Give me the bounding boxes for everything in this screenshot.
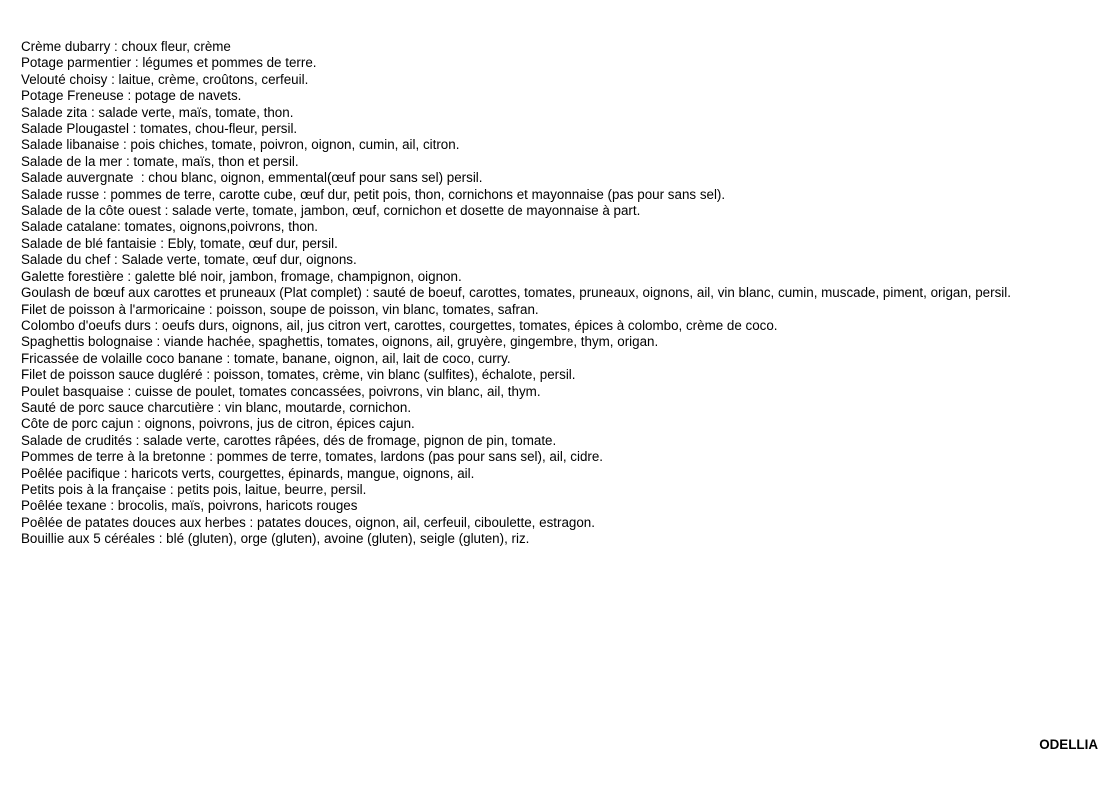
recipe-line: Salade de la mer : tomate, maïs, thon et persil. [21, 153, 299, 169]
recipe-line: Salade catalane: tomates, oignons,poivrons, thon. [21, 219, 319, 235]
recipe-line: Poêlée pacifique : haricots verts, courgettes, épinards, mangue, oignons, ail. [21, 465, 475, 481]
recipe-line: Salade Plougastel : tomates, chou-fleur, persil. [21, 121, 298, 137]
recipe-line: Crème dubarry : choux fleur, crème [21, 39, 231, 54]
recipe-line: Sauté de porc sauce charcutière : vin blanc, moutarde, cornichon. [21, 399, 412, 415]
recipe-line: Salade du chef : Salade verte, tomate, œuf dur, oignons. [21, 252, 357, 268]
recipe-list [21, 39, 1081, 548]
recipe-line: Potage Freneuse : potage de navets. [21, 88, 242, 104]
recipe-line: Bouillie aux 5 céréales : blé (gluten), orge (gluten), avoine (gluten), seigle (gluten), riz. [21, 531, 530, 547]
recipe-line: Fricassée de volaille coco banane : tomate, banane, oignon, ail, lait de coco, curry. [21, 350, 511, 366]
recipe-line: Goulash de bœuf aux carottes et pruneaux (Plat complet) : sauté de boeuf, carottes, tomates, pruneaux, oignons, ail, vin blanc, cumin, muscade, piment, origan, persil. [21, 285, 1011, 301]
recipe-line: Salade auvergnate : chou blanc, oignon, emmental(œuf pour sans sel) persil. [21, 170, 483, 186]
recipe-line: Galette forestière : galette blé noir, jambon, fromage, champignon, oignon. [21, 268, 462, 284]
recipe-line: Filet de poisson à l'armoricaine : poisson, soupe de poisson, vin blanc, tomates, safran. [21, 301, 539, 317]
recipe-line: Salade de blé fantaisie : Ebly, tomate, œuf dur, persil. [21, 235, 338, 251]
recipe-line: Salade zita : salade verte, maïs, tomate, thon. [21, 104, 294, 120]
recipe-line: Poêlée texane : brocolis, maïs, poivrons, haricots rouges [21, 498, 358, 514]
recipe-line: Petits pois à la française : petits pois, laitue, beurre, persil. [21, 481, 367, 497]
recipe-line: Spaghettis bolognaise : viande hachée, spaghettis, tomates, oignons, ail, gruyère, gingembre, thym, origan. [21, 334, 659, 350]
recipe-line: Côte de porc cajun : oignons, poivrons, jus de citron, épices cajun. [21, 416, 415, 432]
recipe-line: Colombo d'oeufs durs : oeufs durs, oignons, ail, jus citron vert, carottes, courgettes, tomates, épices à colombo, crème de coco. [21, 317, 778, 333]
recipe-line: Poêlée de patates douces aux herbes : patates douces, oignon, ail, cerfeuil, ciboulette, estragon. [21, 514, 595, 530]
recipe-line: Salade de la côte ouest : salade verte, tomate, jambon, œuf, cornichon et dosette de mayonnaise à part. [21, 203, 641, 219]
recipe-line: Salade de crudités : salade verte, carottes râpées, dés de fromage, pignon de pin, tomate. [21, 432, 557, 448]
recipe-line: Pommes de terre à la bretonne : pommes de terre, tomates, lardons (pas pour sans sel), ail, cidre. [21, 449, 604, 465]
recipe-line: Salade libanaise : pois chiches, tomate, poivron, oignon, cumin, ail, citron. [21, 137, 460, 153]
recipe-line: Salade russe : pommes de terre, carotte cube, œuf dur, petit pois, thon, cornichons et mayonnaise (pas pour sans sel). [21, 186, 726, 202]
recipe-line: Velouté choisy : laitue, crème, croûtons, cerfeuil. [21, 71, 309, 87]
recipe-line: Filet de poisson sauce dugléré : poisson, tomates, crème, vin blanc (sulfites), échalote, persil. [21, 367, 576, 383]
recipe-line: Potage parmentier : légumes et pommes de terre. [21, 55, 317, 71]
footer-brand: ODELLIA [1039, 737, 1098, 752]
recipe-line: Poulet basquaise : cuisse de poulet, tomates concassées, poivrons, vin blanc, ail, thym. [21, 383, 541, 399]
